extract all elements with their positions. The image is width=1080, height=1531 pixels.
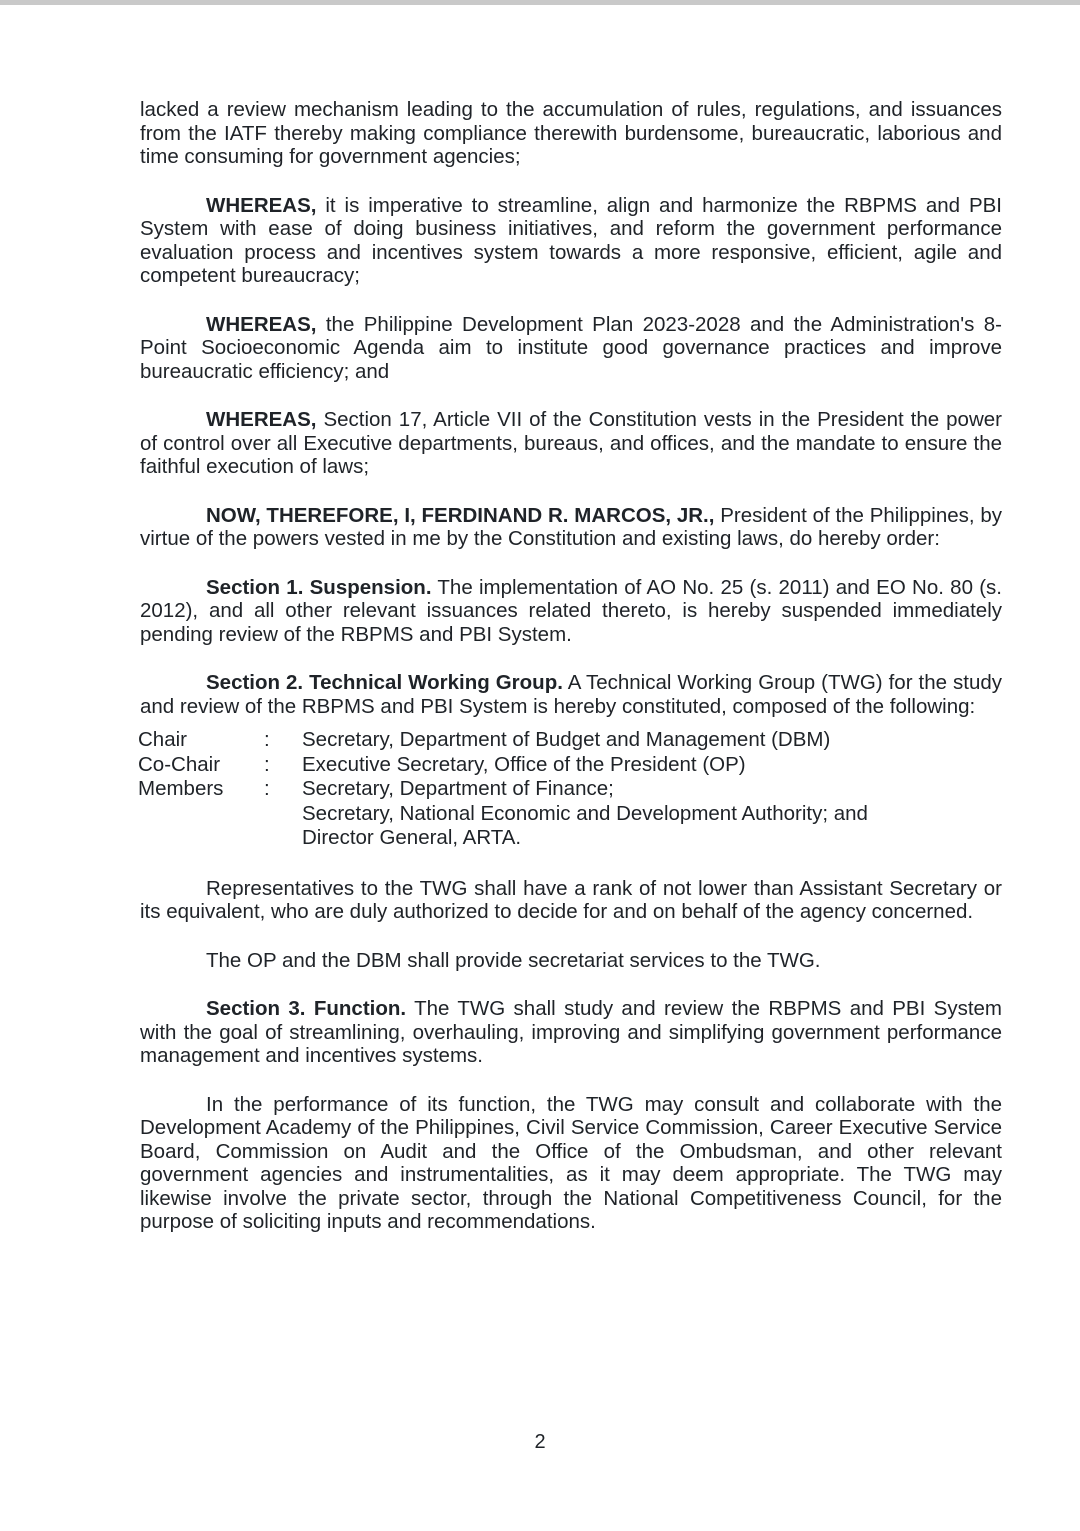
section-1-suspension — [140, 576, 1002, 647]
whereas-lead: WHEREAS, — [206, 312, 317, 336]
paragraph-text: the Philippine Development Plan 2023-2028 and the Administration's 8-Point Socioeconomic Agenda aim to institute good governance practices and improve bureaucratic efficiency; and — [140, 312, 1002, 383]
paragraph-text: it is imperative to streamline, align and harmonize the RBPMS and PBI System with ease of doing business initiatives, and reform the government performance evaluation process and incentives system towards a more responsive, efficient, agile and competent bureaucracy; — [140, 193, 1002, 287]
section-heading: Section 2. Technical Working Group. — [206, 671, 563, 694]
section-heading: Section 3. Function. — [206, 997, 407, 1020]
twg-member: Director General, ARTA. — [302, 826, 522, 849]
paragraph-text: President of the Philippines, by virtue of the powers vested in me by the Constitution and existing laws, do hereby order: — [140, 503, 1002, 550]
twg-row-members — [138, 777, 868, 851]
paragraph-text: The OP and the DBM shall provide secretariat services to the TWG. — [206, 948, 821, 972]
twg-role: Co-Chair — [138, 752, 221, 776]
paragraph-representatives — [140, 877, 1002, 924]
scan-top-edge — [0, 0, 1080, 5]
section-2-twg — [140, 671, 1002, 718]
twg-member: Executive Secretary, Office of the President (OP) — [302, 752, 746, 776]
paragraph-text: lacked a review mechanism leading to the accumulation of rules, regulations, and issuances from the IATF thereby making compliance therewith burdensome, bureaucratic, laborious and time consuming for government agencies; — [140, 98, 1002, 168]
whereas-development-plan — [140, 313, 1002, 384]
twg-member: Secretary, National Economic and Development Authority; and — [302, 801, 868, 825]
section-heading: Section 1. Suspension. — [206, 575, 432, 599]
twg-member: Secretary, Department of Finance; — [302, 777, 614, 800]
now-therefore-lead: NOW, THEREFORE, I, FERDINAND R. MARCOS, JR., — [206, 503, 715, 527]
whereas-lead: WHEREAS, — [206, 193, 317, 217]
whereas-streamline — [140, 194, 1002, 288]
now-therefore-clause — [140, 504, 1002, 551]
paragraph-secretariat — [140, 949, 1002, 973]
paragraph-text: A Technical Working Group (TWG) for the study and review of the RBPMS and PBI System is hereby constituted, composed of the following: — [140, 671, 1002, 718]
document-page — [140, 98, 1002, 1259]
twg-role: Members — [138, 777, 224, 800]
paragraph-text: The implementation of AO No. 25 (s. 2011) and EO No. 80 (s. 2012), and all other relevant issuances related thereto, is hereby suspended immediately pending review of the RBPMS and PBI System. — [140, 575, 1002, 646]
paragraph-consultation — [140, 1093, 1002, 1234]
paragraph-text: In the performance of its function, the TWG may consult and collaborate with the Development Academy of the Philippines, Civil Service Commission, Career Executive Service Board, Commission on Audit and the Office of the Ombudsman, and other relevant government agencies and instrumentalities, as it may deem appropriate. The TWG may likewise involve the private sector, through the National Competitiveness Council, for the purpose of soliciting inputs and recommendations. — [140, 1092, 1002, 1233]
section-3-function — [140, 997, 1002, 1068]
twg-row-chair — [138, 728, 868, 753]
twg-colon: : — [264, 752, 270, 776]
paragraph-text: Representatives to the TWG shall have a rank of not lower than Assistant Secretary or its equivalent, who are duly authorized to decide for and on behalf of the agency concerned. — [140, 876, 1002, 923]
whereas-lead: WHEREAS, — [206, 408, 317, 431]
twg-composition-table — [138, 728, 868, 851]
twg-row-cochair — [138, 753, 868, 778]
twg-role: Chair — [138, 728, 187, 751]
paragraph-review-mechanism — [140, 98, 1002, 169]
twg-member: Secretary, Department of Budget and Management (DBM) — [302, 728, 831, 751]
page-number: 2 — [534, 1431, 546, 1453]
paragraph-text: Section 17, Article VII of the Constitution vests in the President the power of control over all Executive departments, bureaus, and offices, and the mandate to ensure the faithful execution of laws; — [140, 408, 1002, 478]
twg-members-list — [302, 777, 868, 851]
paragraph-text: The TWG shall study and review the RBPMS and PBI System with the goal of streamlining, overhauling, improving and simplifying government performance management and incentives systems. — [140, 997, 1002, 1067]
whereas-constitution — [140, 408, 1002, 479]
twg-colon: : — [264, 777, 270, 800]
twg-colon: : — [264, 728, 270, 751]
